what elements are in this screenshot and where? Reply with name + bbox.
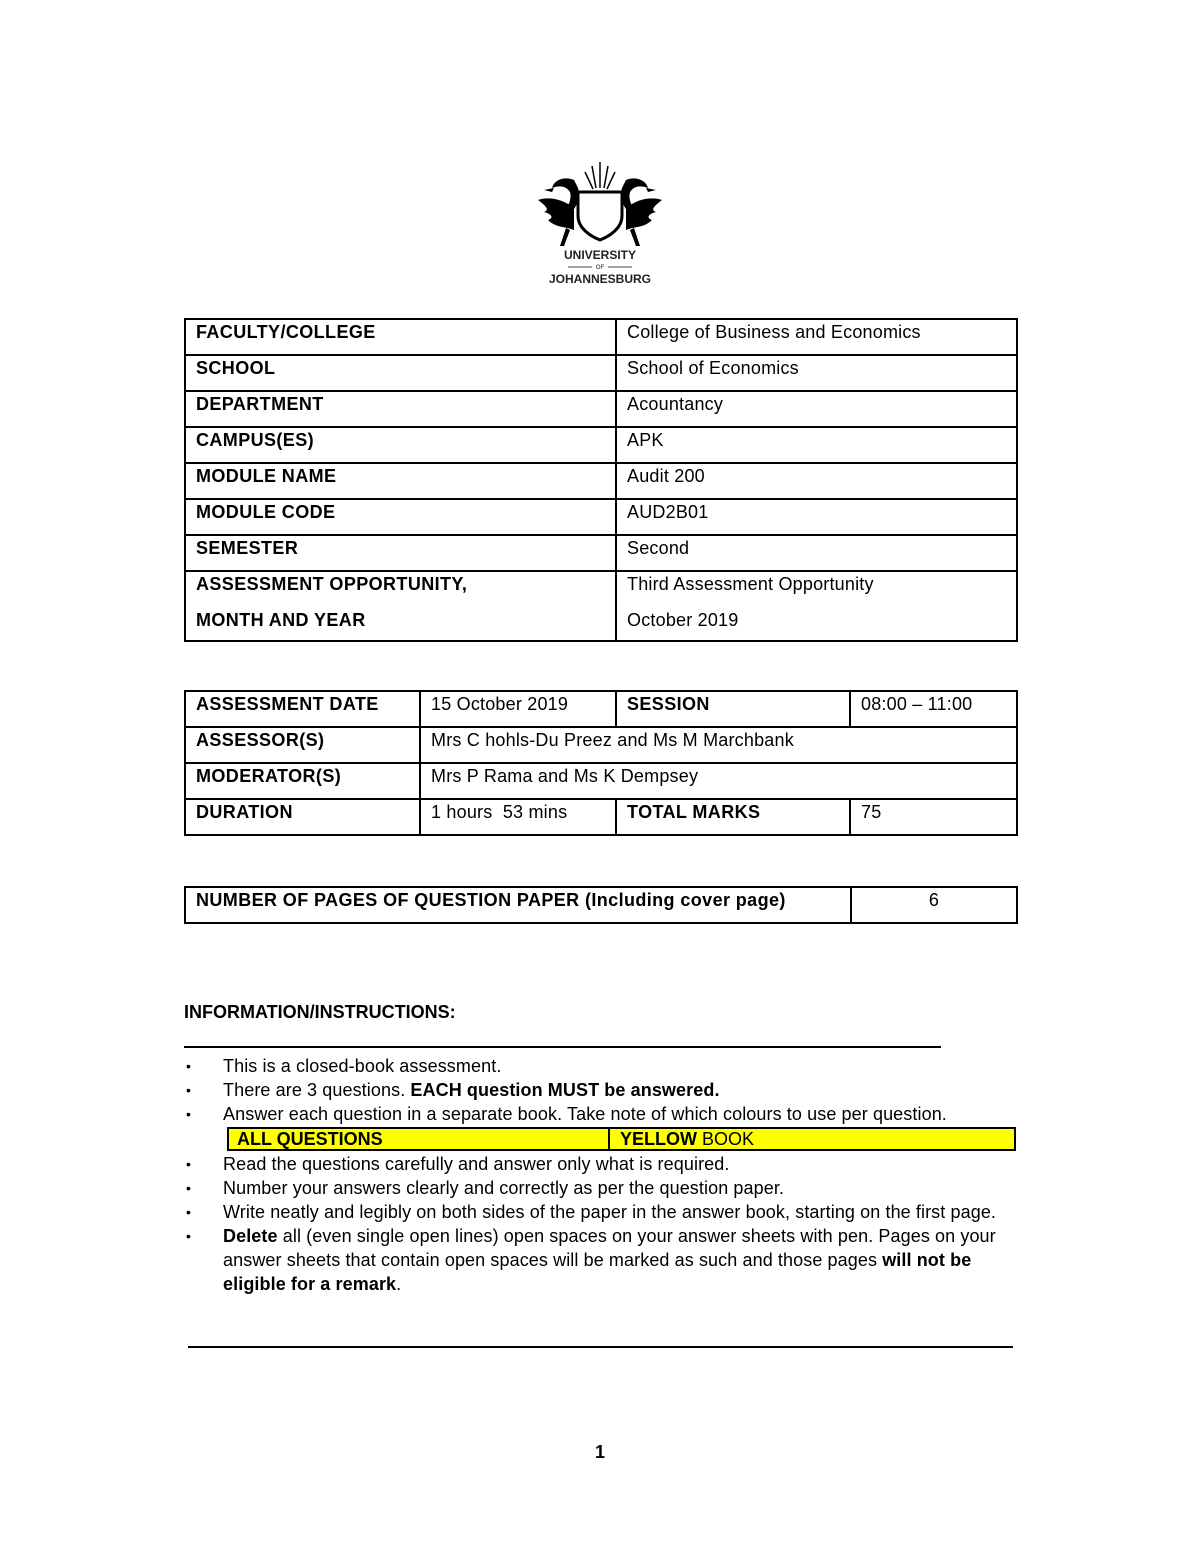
table-row: [185, 355, 1017, 391]
instructions-heading: INFORMATION/INSTRUCTIONS:: [184, 1002, 456, 1022]
table-row: [185, 727, 1017, 763]
book-word: BOOK: [697, 1129, 755, 1149]
semester-label: SEMESTER: [185, 535, 616, 571]
instruction-emphasis: EACH question MUST be answered.: [410, 1080, 720, 1100]
total-marks-label: TOTAL MARKS: [616, 799, 850, 835]
module-name-label: MODULE NAME: [185, 463, 616, 499]
list-item: [184, 1054, 1016, 1078]
faculty-label: FACULTY/COLLEGE: [185, 319, 616, 355]
assessment-date-label: ASSESSMENT DATE: [185, 691, 420, 727]
page-count-value: 6: [851, 887, 1017, 923]
table-row: [185, 319, 1017, 355]
module-name-value: Audit 200: [616, 463, 1017, 499]
list-item: [184, 1176, 1016, 1200]
assessors-label: ASSESSOR(S): [185, 727, 420, 763]
table-row: [185, 427, 1017, 463]
instruction-text: all (even single open lines) open spaces on your answer sheets with pen. Pages on your answer sheets that contain open spaces will be marked as such and those pages: [223, 1226, 996, 1270]
duration-label: DURATION: [185, 799, 420, 835]
month-year-value: October 2019: [627, 610, 739, 630]
module-code-label: MODULE CODE: [185, 499, 616, 535]
instruction-text: Number your answers clearly and correctly as per the question paper.: [223, 1178, 785, 1198]
moderators-label: MODERATOR(S): [185, 763, 420, 799]
page-count-label: NUMBER OF PAGES OF QUESTION PAPER (Including cover page): [185, 887, 851, 923]
list-item: [184, 1200, 1016, 1224]
list-item: [184, 1152, 1016, 1176]
school-value: School of Economics: [616, 355, 1017, 391]
bullet-icon: •: [186, 1180, 192, 1196]
logo-line-2: OF: [595, 265, 605, 271]
instruction-emphasis: will not be eligible for a remark: [223, 1250, 972, 1294]
campus-label: CAMPUS(ES): [185, 427, 616, 463]
instruction-text: Answer each question in a separate book. Take note of which colours to use per question.: [223, 1104, 947, 1124]
opportunity-label: ASSESSMENT OPPORTUNITY,: [196, 574, 468, 594]
instruction-text: There are 3 questions.: [223, 1080, 411, 1100]
bullet-icon: •: [186, 1156, 192, 1172]
list-item: [184, 1078, 1016, 1102]
bullet-icon: •: [186, 1106, 192, 1122]
month-year-label: MONTH AND YEAR: [196, 610, 366, 630]
answer-book-table: [227, 1127, 1016, 1151]
opportunity-label-cell: [185, 571, 616, 641]
table-row: [185, 571, 1017, 641]
all-questions-cell: ALL QUESTIONS: [229, 1129, 610, 1149]
faculty-value: College of Business and Economics: [616, 319, 1017, 355]
table-row: [185, 887, 1017, 923]
session-label: SESSION: [616, 691, 850, 727]
table-row: [185, 763, 1017, 799]
module-details-table: [184, 318, 1018, 642]
session-value: 08:00 – 11:00: [850, 691, 1017, 727]
instruction-text: Write neatly and legibly on both sides of the paper in the answer book, starting on the first page.: [223, 1202, 997, 1222]
page-count-table: [184, 886, 1018, 924]
table-row: [185, 799, 1017, 835]
assessment-table: [184, 690, 1018, 836]
table-row: [185, 499, 1017, 535]
school-label: SCHOOL: [185, 355, 616, 391]
university-crest-icon: [530, 158, 670, 292]
department-label: DEPARTMENT: [185, 391, 616, 427]
instruction-text: Read the questions carefully and answer only what is required.: [223, 1154, 730, 1174]
module-code-value: AUD2B01: [616, 499, 1017, 535]
instruction-text: .: [396, 1274, 402, 1294]
campus-value: APK: [616, 427, 1017, 463]
instructions-list: [184, 1054, 1016, 1296]
duration-value: 1 hours 53 mins: [420, 799, 616, 835]
divider: [188, 1346, 1013, 1348]
instruction-emphasis: Delete: [223, 1226, 278, 1246]
instruction-text: This is a closed-book assessment.: [223, 1056, 502, 1076]
table-row: [185, 463, 1017, 499]
list-item: [184, 1224, 1016, 1296]
logo-line-1: UNIVERSITY: [563, 248, 637, 262]
bullet-icon: •: [186, 1204, 192, 1220]
total-marks-value: 75: [850, 799, 1017, 835]
list-item: [184, 1102, 1016, 1126]
university-logo: [530, 158, 670, 292]
table-row: [185, 535, 1017, 571]
opportunity-value: Third Assessment Opportunity: [627, 574, 874, 594]
semester-value: Second: [616, 535, 1017, 571]
table-row: [185, 691, 1017, 727]
bullet-icon: •: [186, 1082, 192, 1098]
logo-line-3: JOHANNESBURG: [548, 272, 652, 286]
department-value: Acountancy: [616, 391, 1017, 427]
bullet-icon: •: [186, 1058, 192, 1074]
assessment-date-value: 15 October 2019: [420, 691, 616, 727]
divider: [184, 1046, 941, 1048]
table-row: [185, 391, 1017, 427]
assessors-value: Mrs C hohls-Du Preez and Ms M Marchbank: [420, 727, 1017, 763]
page-number: 1: [594, 1442, 605, 1462]
bullet-icon: •: [186, 1228, 192, 1244]
moderators-value: Mrs P Rama and Ms K Dempsey: [420, 763, 1017, 799]
opportunity-value-cell: [616, 571, 1017, 641]
book-colour-cell: [610, 1129, 754, 1149]
book-colour: YELLOW: [620, 1129, 697, 1149]
